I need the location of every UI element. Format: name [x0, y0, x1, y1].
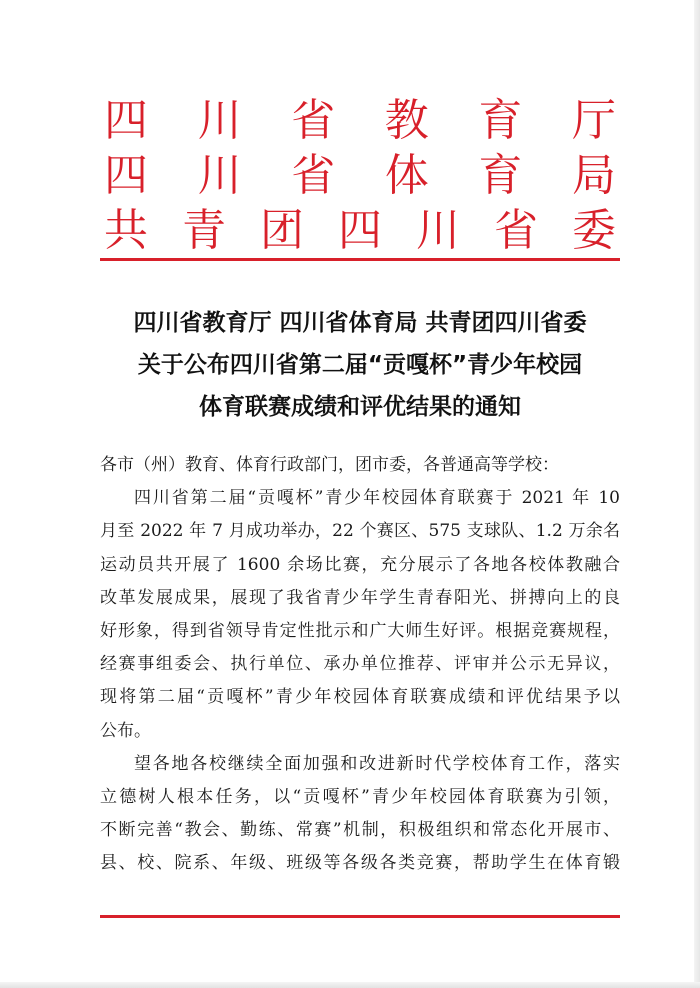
paragraph-1 [100, 482, 620, 748]
title-line: 体育联赛成绩和评优结果的通知 [199, 394, 521, 420]
paragraph-line: 月至 2022 年 7 月成功举办，22 个赛区、575 支球队、1.2 万余名 [100, 521, 620, 542]
paragraph-line: 四川省第二届“贡嘎杯”青少年校园体育联赛于 2021 年 10 [134, 488, 620, 509]
paragraph-line: 经赛事组委会、执行单位、承办单位推荐、评审并公示无异议， [100, 654, 620, 675]
org-char: 局 [571, 149, 616, 201]
org-char: 厅 [571, 94, 616, 146]
org-char: 四 [338, 204, 382, 256]
paragraph-line: 好形象，得到省领导肯定性批示和广大师生好评。根据竞赛规程， [100, 621, 620, 642]
org-char: 育 [478, 149, 523, 201]
org-char: 四 [104, 94, 148, 146]
header-red-divider [100, 258, 620, 261]
org-row-youth-league [100, 203, 620, 258]
paragraph-line: 望各地各校继续全面加强和改进新时代学校体育工作，落实 [134, 753, 620, 774]
paragraph-line: 现将第二届“贡嘎杯”青少年校园体育联赛成绩和评优结果予以 [100, 687, 620, 708]
org-char: 川 [197, 94, 242, 146]
page-edge-shadow [0, 982, 700, 988]
title-line: 关于公布四川省第二届“贡嘎杯”青少年校园 [137, 352, 583, 378]
document-body [100, 449, 620, 881]
title-line: 四川省教育厅 四川省体育局 共青团四川省委 [133, 310, 587, 336]
org-char: 共 [104, 204, 148, 256]
salutation: 各市（州）教育、体育行政部门，团市委，各普通高等学校： [100, 455, 559, 475]
org-char: 省 [494, 204, 538, 256]
org-row-sports-bureau [100, 148, 620, 203]
issuing-organizations-header [100, 93, 620, 258]
paragraph-2 [100, 748, 620, 881]
org-char: 委 [572, 204, 616, 256]
footer-red-divider [100, 915, 620, 918]
org-char: 四 [104, 149, 148, 201]
org-char: 体 [384, 149, 429, 201]
document-title [90, 302, 630, 428]
org-char: 省 [291, 149, 336, 201]
org-char: 青 [182, 204, 226, 256]
paragraph-line: 改革发展成果，展现了我省青少年学生青春阳光、拼搏向上的良 [100, 587, 620, 608]
paragraph-line: 县、校、院系、年级、班级等各级各类竞赛，帮助学生在体育锻 [100, 853, 620, 874]
paragraph-line: 运动员共开展了 1600 余场比赛，充分展示了各地各校体教融合 [100, 554, 620, 575]
org-char: 川 [197, 149, 242, 201]
org-char: 团 [260, 204, 304, 256]
org-char: 省 [291, 94, 336, 146]
org-char: 教 [384, 94, 429, 146]
org-char: 育 [478, 94, 523, 146]
paragraph-line: 公布。 [100, 720, 151, 741]
paragraph-line: 立德树人根本任务，以“贡嘎杯”青少年校园体育联赛为引领， [100, 787, 620, 808]
org-char: 川 [416, 204, 460, 256]
org-row-education-department [100, 93, 620, 148]
page-edge-shadow [694, 0, 700, 988]
paragraph-line: 不断完善“教会、勤练、常赛”机制，积极组织和常态化开展市、 [100, 820, 620, 841]
